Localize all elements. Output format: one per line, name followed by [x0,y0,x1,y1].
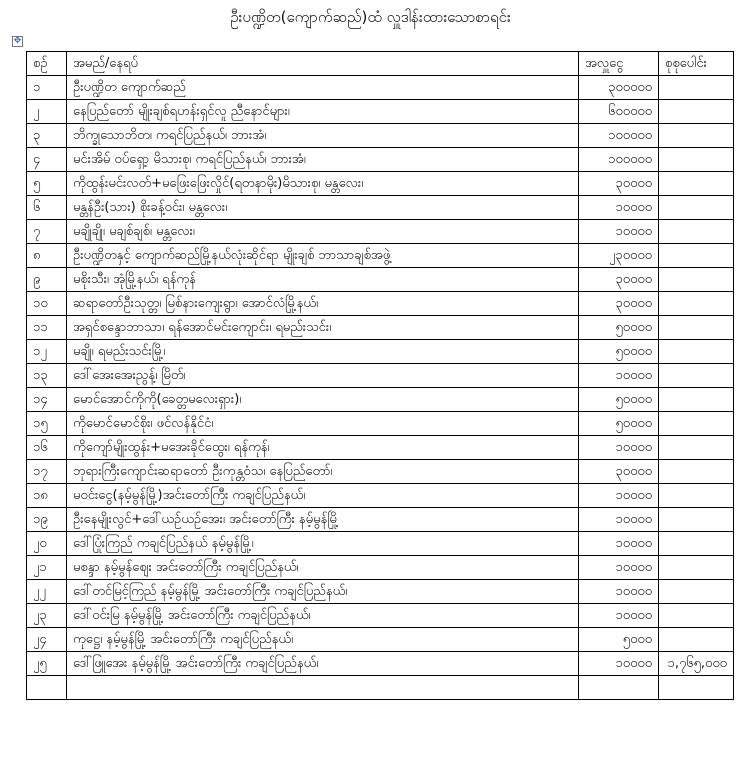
cell-serial-number: ၁၈ [27,484,67,508]
cell-serial-number: ၁၆ [27,436,67,460]
table-row [27,412,734,436]
cell-donation-amount [579,676,659,700]
cell-serial-number: ၄ [27,148,67,172]
cell-donation-amount: ၁၀၀၀၀ [579,436,659,460]
table-move-handle-icon[interactable]: ✥ [13,36,22,46]
cell-serial-number: ၂၄ [27,628,67,652]
cell-donation-amount: ၃၀၀၀၀ [579,460,659,484]
table-row [27,316,734,340]
cell-donation-amount: ၁၀၀၀၀ [579,364,659,388]
donation-table [26,51,734,700]
cell-grand-total [659,580,734,604]
cell-name-address: မန္တန်ဦး(သား) စိုးခန့်ဝင်း၊ မန္တလေး၊ [67,196,579,220]
cell-serial-number: ၁၀ [27,292,67,316]
cell-donation-amount: ၅၀၀၀၀ [579,316,659,340]
header-donation-amount: အလှူငွေ [579,52,659,76]
cell-donation-amount: ၅၀၀၀၀ [579,340,659,364]
cell-serial-number: ၁၇ [27,460,67,484]
cell-name-address: အရှင်စန္ဒောဘာသာ၊ ရန်အောင်မင်းကျောင်း၊ ရမည်းသင်း၊ [67,316,579,340]
cell-serial-number: ၁၅ [27,412,67,436]
cell-grand-total [659,364,734,388]
cell-grand-total [659,340,734,364]
cell-donation-amount: ၁၀၀၀၀ [579,652,659,676]
table-row [27,580,734,604]
table-row [27,268,734,292]
table-row [27,244,734,268]
cell-donation-amount: ၃၀၀၀၀ [579,172,659,196]
cell-donation-amount: ၃၀၀၀၀ [579,268,659,292]
cell-name-address: ကိုမောင်မောင်စိုး၊ ဖင်လန်နိုင်ငံ၊ [67,412,579,436]
table-row [27,124,734,148]
table-row [27,628,734,652]
cell-name-address: ဘိက္ခုသောဘိတ၊ ကရင်ပြည်နယ်၊ ဘားအံ၊ [67,124,579,148]
cell-donation-amount: ၁၀၀၀၀၀ [579,124,659,148]
cell-serial-number: ၁၉ [27,508,67,532]
header-name-address: အမည်/နေရပ် [67,52,579,76]
cell-name-address: ကိုကျော်မျိုးထွန်း+မအေးခိုင်ထွေး၊ ရန်ကုန်၊ [67,436,579,460]
cell-name-address: ကုဋ္ဌေ၊ နမ့်မွန်မြို့ အင်းတော်ကြီး ကချင်ပြည်နယ်၊ [67,628,579,652]
cell-grand-total [659,100,734,124]
table-row [27,76,734,100]
cell-name-address: မချို၊ ရမည်းသင်းမြို့၊ [67,340,579,364]
cell-serial-number: ၂၀ [27,532,67,556]
cell-serial-number [27,676,67,700]
cell-donation-amount: ၅၀၀၀၀ [579,388,659,412]
cell-name-address [67,676,579,700]
cell-serial-number: ၉ [27,268,67,292]
cell-grand-total [659,460,734,484]
cell-grand-total [659,628,734,652]
cell-donation-amount: ၂၃၀၀၀၀ [579,244,659,268]
table-header-row [27,52,734,76]
cell-grand-total [659,436,734,460]
cell-grand-total [659,508,734,532]
cell-name-address: ဆရာတော်ဦးသုတ္တ၊ မြစ်နားကျေးရွာ၊ အောင်လံမြို့နယ်၊ [67,292,579,316]
cell-donation-amount: ၁၀၀၀၀ [579,556,659,580]
cell-grand-total [659,76,734,100]
cell-donation-amount: ၅၀၀၀ [579,628,659,652]
table-row [27,364,734,388]
table-row [27,196,734,220]
cell-name-address: ဒေါ်ပြုံးကြည် ကချင်ပြည်နယ် နမ့်မွန်မြို့၊ [67,532,579,556]
cell-donation-amount: ၁၀၀၀၀ [579,196,659,220]
table-row [27,556,734,580]
cell-donation-amount: ၁၀၀၀၀ [579,484,659,508]
cell-serial-number: ၁ [27,76,67,100]
cell-grand-total [659,676,734,700]
table-row [27,604,734,628]
cell-name-address: မစန္ဒာ နမ့်မွန်ဈေး အင်းတော်ကြီး ကချင်ပြည်နယ်၊ [67,556,579,580]
cell-name-address: ဒေါ်ဝင်းမြ နမ့်မွန်မြို့ အင်းတော်ကြီး ကချင်ပြည်နယ်၊ [67,604,579,628]
cell-serial-number: ၂၂ [27,580,67,604]
table-row [27,508,734,532]
cell-donation-amount: ၁၀၀၀၀ [579,580,659,604]
table-row [27,340,734,364]
cell-serial-number: ၂၃ [27,604,67,628]
cell-grand-total [659,124,734,148]
cell-grand-total [659,388,734,412]
cell-name-address: မစိုးသီး၊ အုံမြို့နယ်၊ ရန်ကုန် [67,268,579,292]
table-row [27,220,734,244]
cell-serial-number: ၂၁ [27,556,67,580]
table-row [27,532,734,556]
cell-grand-total [659,196,734,220]
cell-serial-number: ၃ [27,124,67,148]
cell-serial-number: ၅ [27,172,67,196]
cell-name-address: ဦးနေမျိုးလွင်+ဒေါ်ယဉ်ယဉ်အေး၊ အင်းတော်ကြီး နမ့်မွန်မြို့ [67,508,579,532]
cell-grand-total [659,484,734,508]
cell-serial-number: ၈ [27,244,67,268]
cell-name-address: ဒေါ်ဖြူအေး နမ့်မွန်မြို့ အင်းတော်ကြီး ကချင်ပြည်နယ်၊ [67,652,579,676]
cell-grand-total [659,532,734,556]
table-row [27,676,734,700]
cell-name-address: ဒေါ်တင်မြင့်ကြည် နမ့်မွန်မြို့ အင်းတော်ကြီး ကချင်ပြည်နယ်၊ [67,580,579,604]
cell-name-address: မောင်အောင်ကိုကို(ခေတ္တမလေးရှား)၊ [67,388,579,412]
cell-grand-total [659,244,734,268]
table-row [27,652,734,676]
cell-name-address: ဦးပဏ္ဍိတနှင့် ကျောက်ဆည်မြို့နယ်လုံးဆိုင်ရာ မျိုးချစ် ဘာသာချစ်အဖွဲ့ [67,244,579,268]
cell-grand-total [659,316,734,340]
cell-serial-number: ၂ [27,100,67,124]
cell-name-address: နေပြည်တော် မျိုးချစ်ရဟန်းရှင်လူ ညီနောင်များ၊ [67,100,579,124]
cell-serial-number: ၂၅ [27,652,67,676]
cell-donation-amount: ၃၀၀၀၀ [579,292,659,316]
cell-name-address: ဒေါ်အေးအေးညွန့်၊ မြိတ်၊ [67,364,579,388]
table-row [27,484,734,508]
header-serial-number: စဉ် [27,52,67,76]
table-row [27,172,734,196]
cell-name-address: ဘုရားကြီးကျောင်းဆရာတော် ဦးကုန္တဝံသ၊ နေပြည်တော်၊ [67,460,579,484]
cell-serial-number: ၁၁ [27,316,67,340]
table-row [27,436,734,460]
table-row [27,460,734,484]
table-row [27,100,734,124]
cell-name-address: မင်းအိမ် ဝပ်ရှော့ မိသားစု၊ ကရင်ပြည်နယ်၊ ဘားအံ၊ [67,148,579,172]
cell-donation-amount: ၁၀၀၀၀၀ [579,148,659,172]
cell-grand-total [659,412,734,436]
cell-serial-number: ၁၃ [27,364,67,388]
cell-grand-total [659,604,734,628]
cell-grand-total [659,292,734,316]
cell-donation-amount: ၁၀၀၀၀ [579,220,659,244]
cell-name-address: ကိုထွန်းမင်းလတ်+မဖြေးဖြေးလှိုင်(ရတနာမိုး)မိသားစု၊ မန္တလေး၊ [67,172,579,196]
cell-donation-amount: ၅၀၀၀၀ [579,412,659,436]
cell-serial-number: ၁၄ [27,388,67,412]
cell-grand-total [659,172,734,196]
header-grand-total: စုစုပေါင်း [659,52,734,76]
cell-grand-total [659,148,734,172]
table-row [27,148,734,172]
cell-name-address: ဦးပဏ္ဍိတ ကျောက်ဆည် [67,76,579,100]
cell-serial-number: ၆ [27,196,67,220]
cell-donation-amount: ၃၀၀၀၀၀ [579,76,659,100]
cell-donation-amount: ၁၀၀၀၀ [579,604,659,628]
table-row [27,388,734,412]
document-title: ဦးပဏ္ဍိတ(ကျောက်ဆည်)ထံ လှူဒါန်းထားသောစာရင်း [230,8,511,26]
cell-donation-amount: ၁၀၀၀၀ [579,532,659,556]
table-body [27,76,734,700]
cell-serial-number: ၇ [27,220,67,244]
cell-donation-amount: ၁၀၀၀၀ [579,508,659,532]
cell-grand-total [659,220,734,244]
cell-donation-amount: ၆၀၀၀၀၀ [579,100,659,124]
cell-grand-total [659,556,734,580]
cell-grand-total: ၁,၇၆၅,၀၀၀ [659,652,734,676]
table-row [27,292,734,316]
cell-grand-total [659,268,734,292]
cell-serial-number: ၁၂ [27,340,67,364]
cell-name-address: မဝင်းငွေ(နမ့်မွန်မြို့)အင်းတော်ကြီး ကချင်ပြည်နယ်၊ [67,484,579,508]
cell-name-address: မချိုချို၊ မချစ်ချစ်၊ မန္တလေး၊ [67,220,579,244]
